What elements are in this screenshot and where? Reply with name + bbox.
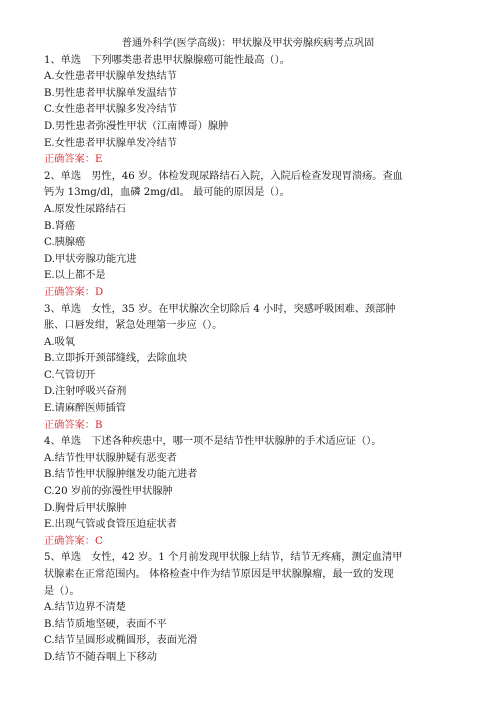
question-4 xyxy=(44,434,452,550)
question-3 xyxy=(44,302,452,435)
question-stem-line: 2、单选 男性，46 岁。体检发现尿路结石入院，入院后检查发现胃溃疡。查血 xyxy=(44,170,403,182)
question-stem-line: 是（）。 xyxy=(44,585,80,597)
answer-value: D xyxy=(94,286,104,298)
option-e: E.出现气管或食管压迫症状者 xyxy=(44,519,177,531)
option-e: E.女性患者甲状腺单发冷结节 xyxy=(44,137,177,149)
option-e: E.以上都不是 xyxy=(44,270,106,282)
option-c: C.胰腺癌 xyxy=(44,237,86,249)
answer-label: 正确答案： xyxy=(44,286,95,298)
question-stem-line: 3、单选 女性，35 岁。在甲状腺次全切除后 4 小时，突感呼吸困难、颈部肿 xyxy=(44,303,396,315)
option-d: D.注射呼吸兴奋剂 xyxy=(44,386,127,398)
answer-value: C xyxy=(94,535,103,547)
question-2 xyxy=(44,169,452,302)
question-stem-line: 5、单选 女性，42 岁。1 个月前发现甲状腺上结节，结节无疼痛，测定血清甲 xyxy=(44,552,403,564)
option-d: D.甲状旁腺功能亢进 xyxy=(44,253,137,265)
option-c: C.20 岁前的弥漫性甲状腺肿 xyxy=(44,486,173,498)
option-a: A.女性患者甲状腺单发热结节 xyxy=(44,71,177,83)
option-b: B.肾癌 xyxy=(44,220,76,232)
option-a: A.原发性尿路结石 xyxy=(44,203,126,215)
question-1 xyxy=(44,53,452,169)
answer-line xyxy=(44,285,452,302)
option-c: C.气管切开 xyxy=(44,369,96,381)
option-b: B.结节质地坚硬，表面不平 xyxy=(44,618,167,630)
document-title: 普通外科学(医学高级)：甲状腺及甲状旁腺疾病考点巩固 xyxy=(121,38,375,49)
answer-line xyxy=(44,152,452,169)
option-a: A.吸氧 xyxy=(44,336,75,348)
question-stem-line: 胀、口唇发绀，紧急处理第一步应（）。 xyxy=(44,320,223,332)
option-a: A.结节边界不清楚 xyxy=(44,602,126,614)
answer-label: 正确答案： xyxy=(44,535,95,547)
option-a: A.结节性甲状腺肿疑有恶变者 xyxy=(44,452,177,464)
question-stem: 1、单选 下列哪类患者患甲状腺腺癌可能性最高（）。 xyxy=(44,54,290,66)
answer-value: E xyxy=(94,154,103,166)
answer-value: B xyxy=(94,419,103,431)
option-d: D.胸骨后甲状腺肿 xyxy=(44,502,127,514)
answer-line xyxy=(44,418,452,435)
question-stem-line: 状腺素在正常范围内。 体格检查中作为结节原因是甲状腺腺瘤，最一致的发现 xyxy=(44,569,394,580)
option-e: E.请麻醉医师插管 xyxy=(44,403,126,415)
option-d: D.男性患者弥漫性甲状（江南博哥）腺肿 xyxy=(44,120,229,132)
answer-label: 正确答案： xyxy=(44,419,95,431)
option-b: B.男性患者甲状腺单发温结节 xyxy=(44,87,177,99)
option-b: B.结节性甲状腺肿继发功能亢进者 xyxy=(44,469,198,481)
question-stem-line: 钙为 13mg/dl，血磷 2mg/dl。 最可能的原因是（）。 xyxy=(44,187,290,199)
option-c: C.女性患者甲状腺多发冷结节 xyxy=(44,104,177,116)
answer-line xyxy=(44,534,452,551)
option-b: B.立即拆开颈部缝线，去除血块 xyxy=(44,353,188,365)
answer-label: 正确答案： xyxy=(44,154,95,166)
question-5 xyxy=(44,550,452,666)
option-c: C.结节呈圆形或椭圆形，表面光滑 xyxy=(44,635,198,647)
option-d: D.结节不随吞咽上下移动 xyxy=(44,651,157,663)
question-stem-line: 4、单选 下述各种疾患中，哪一项不是结节性甲状腺肿的手术适应证（）。 xyxy=(44,436,382,448)
